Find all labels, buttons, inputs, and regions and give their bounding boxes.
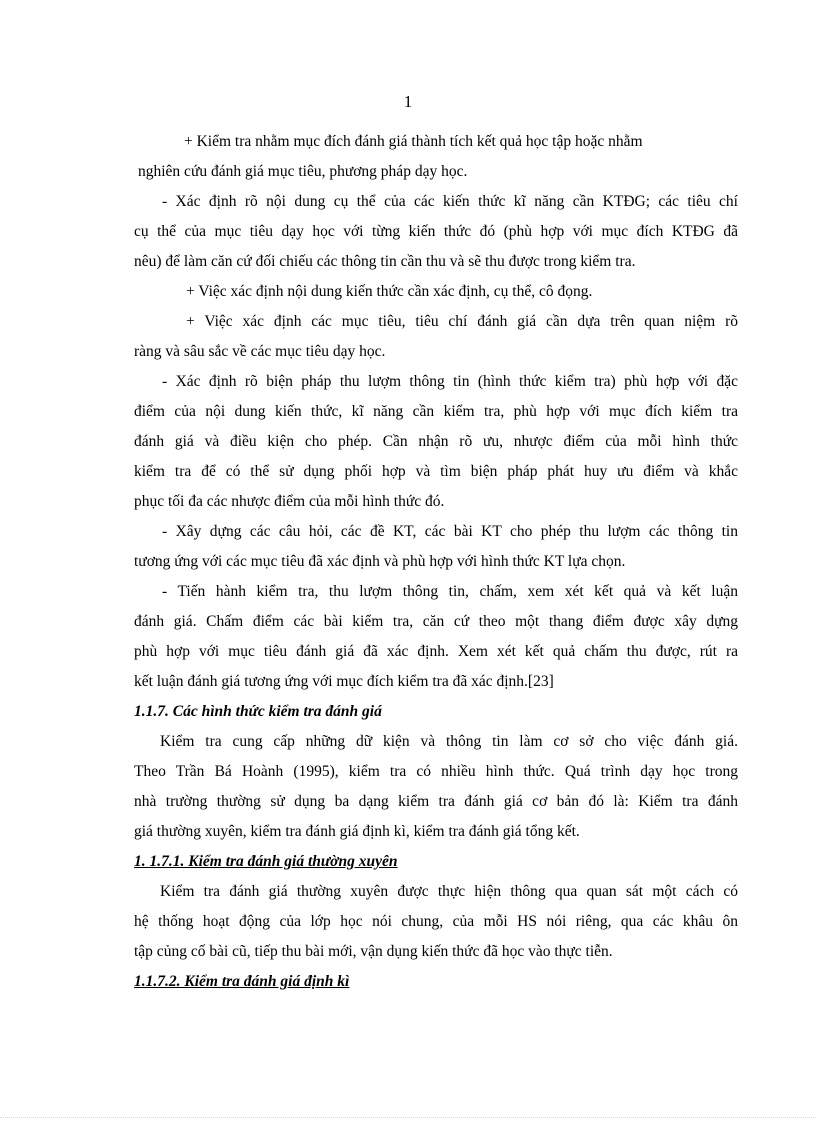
body-text-line: nhà trường thường sử dụng ba dạng kiểm tra đánh giá cơ bản đó là: Kiểm tra đánh (134, 793, 738, 810)
body-text-line: + Việc xác định các mục tiêu, tiêu chí đánh giá cần dựa trên quan niệm rõ (186, 313, 738, 330)
body-text-line: giá thường xuyên, kiểm tra đánh giá định kì, kiểm tra đánh giá tổng kết. (134, 823, 580, 840)
page-bottom-rule (0, 1117, 816, 1118)
body-text-line: tập củng cố bài cũ, tiếp thu bài mới, vận dụng kiến thức đã học vào thực tiễn. (134, 943, 613, 960)
body-text-line: kết luận đánh giá tương ứng với mục đích kiểm tra đã xác định.[23] (134, 673, 554, 690)
body-text-line: cụ thể của mục tiêu dạy học với từng kiến thức đó (phù hợp với mục đích KTĐG đã (134, 223, 738, 240)
body-text-line: + Kiểm tra nhằm mục đích đánh giá thành tích kết quả học tập hoặc nhằm (184, 133, 643, 150)
body-text-line: phục tối đa các nhược điểm của mỗi hình thức đó. (134, 493, 445, 510)
body-text-line: phù hợp với mục tiêu đánh giá đã xác định. Xem xét kết quả chấm thu được, rút ra (134, 643, 738, 660)
body-text-line: nghiên cứu đánh giá mục tiêu, phương pháp dạy học. (138, 163, 468, 180)
body-text-line: điểm của nội dung kiến thức, kĩ năng cần kiểm tra, phù hợp với mục đích kiểm tra (134, 403, 738, 420)
body-text-line: đánh giá. Chấm điểm các bài kiểm tra, căn cứ theo một thang điểm được xây dựng (134, 613, 738, 630)
body-text-line: - Xác định rõ biện pháp thu lượm thông tin (hình thức kiểm tra) phù hợp với đặc (162, 373, 738, 390)
page-number: 1 (403, 92, 413, 111)
body-text-line: - Tiến hành kiểm tra, thu lượm thông tin, chấm, xem xét kết quả và kết luận (162, 583, 738, 600)
subsection-heading: 1. 1.7.1. Kiểm tra đánh giá thường xuyên (134, 853, 398, 870)
body-text-line: - Xây dựng các câu hỏi, các đề KT, các bài KT cho phép thu lượm các thông tin (162, 523, 738, 540)
body-text-line: Theo Trần Bá Hoành (1995), kiểm tra có nhiều hình thức. Quá trình dạy học trong (134, 763, 738, 780)
body-text-line: tương ứng với các mục tiêu đã xác định và phù hợp với hình thức KT lựa chọn. (134, 553, 626, 570)
body-text-line: Kiểm tra đánh giá thường xuyên được thực hiện thông qua quan sát một cách có (160, 883, 738, 900)
subsection-heading: 1.1.7.2. Kiểm tra đánh giá định kì (134, 973, 350, 990)
section-heading: 1.1.7. Các hình thức kiểm tra đánh giá (134, 703, 382, 720)
body-text-line: kiểm tra để có thể sử dụng phối hợp và tìm biện pháp phát huy ưu điểm và khắc (134, 463, 738, 480)
body-text-line: hệ thống hoạt động của lớp học nói chung, của mỗi HS nói riêng, qua các khâu ôn (134, 913, 738, 930)
body-text-line: nêu) để làm căn cứ đối chiếu các thông tin cần thu và sẽ thu được trong kiểm tra. (134, 253, 636, 270)
body-text-line: Kiểm tra cung cấp những dữ kiện và thông tin làm cơ sở cho việc đánh giá. (160, 733, 738, 750)
body-text-line: ràng và sâu sắc về các mục tiêu dạy học. (134, 343, 386, 360)
body-text-line: - Xác định rõ nội dung cụ thể của các kiến thức kĩ năng cần KTĐG; các tiêu chí (162, 193, 738, 210)
body-text-line: đánh giá và điều kiện cho phép. Cần nhận rõ ưu, nhược điểm của mỗi hình thức (134, 433, 738, 450)
body-text-line: + Việc xác định nội dung kiến thức cần xác định, cụ thể, cô đọng. (186, 283, 593, 300)
